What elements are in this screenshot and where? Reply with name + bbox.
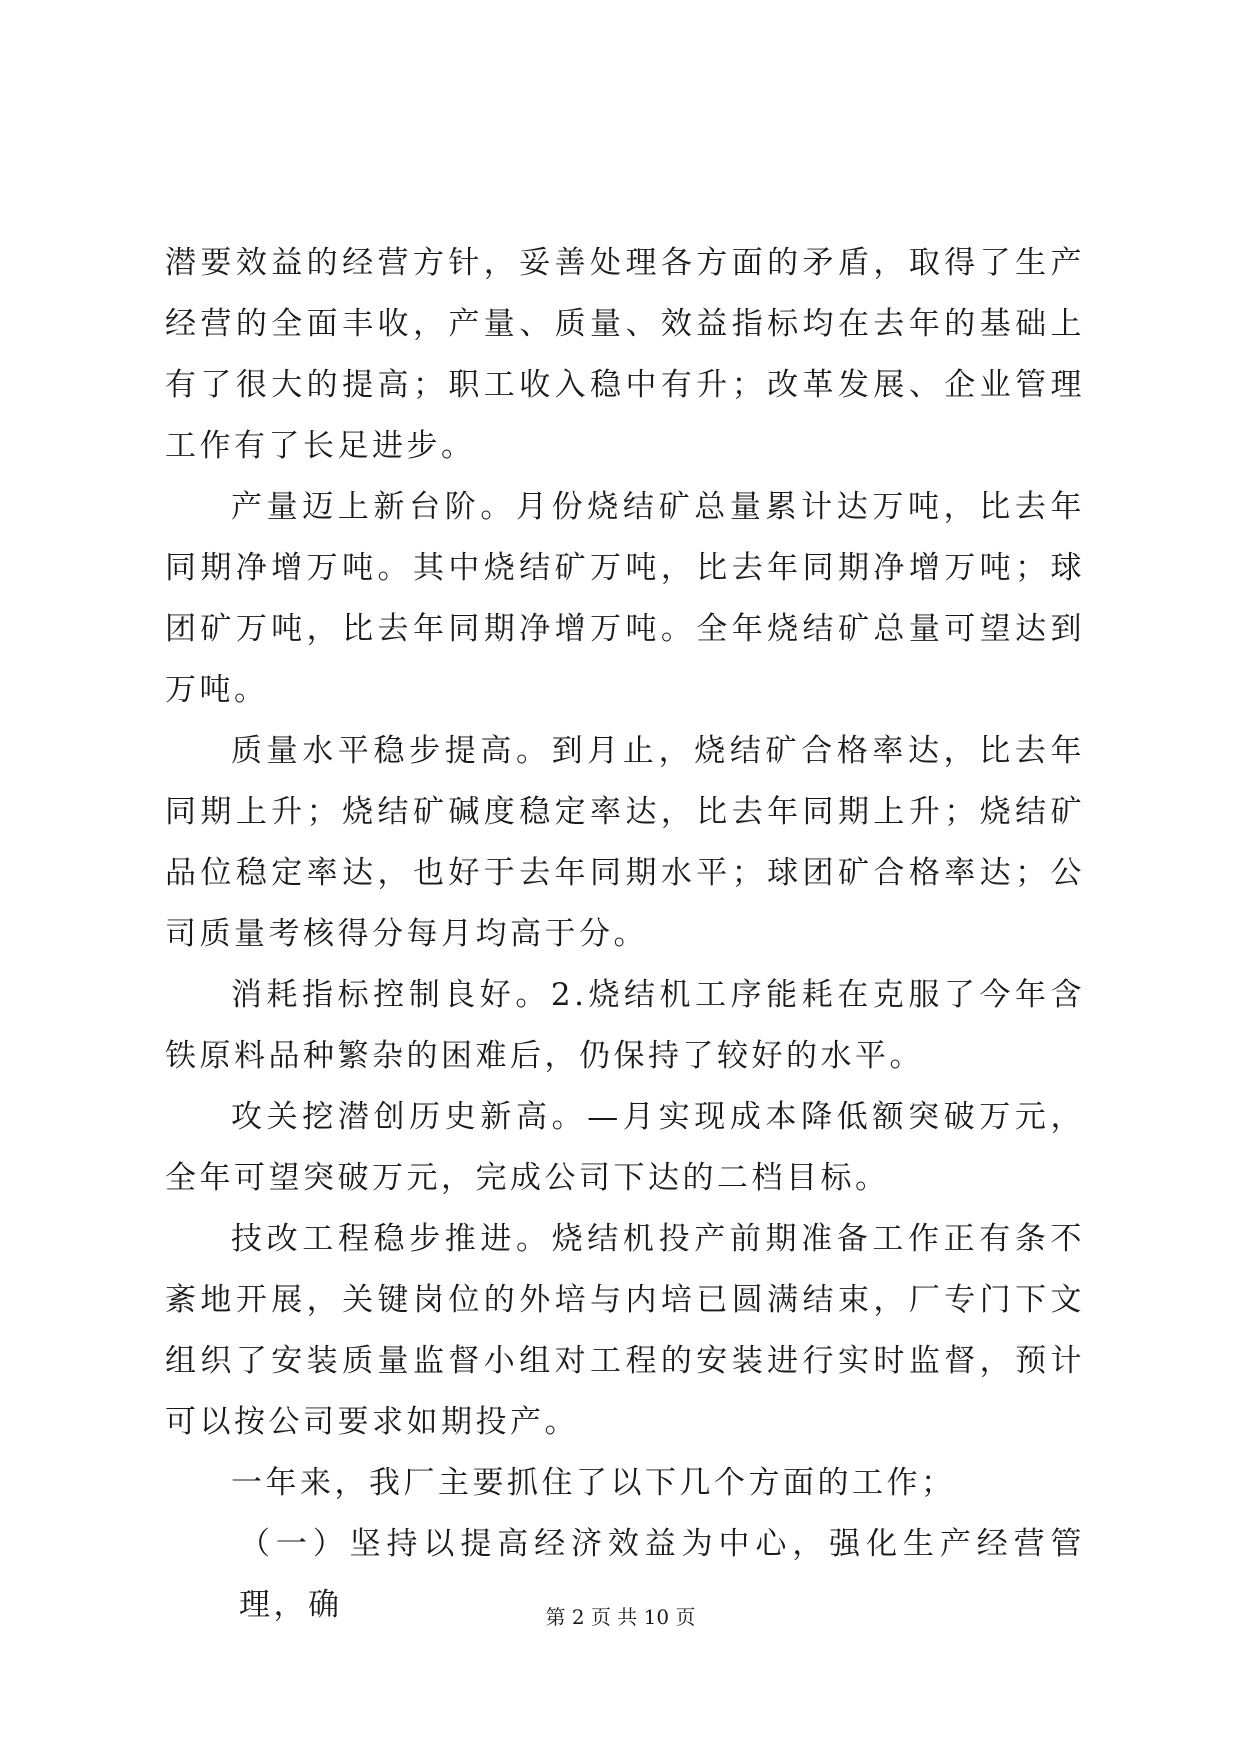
paragraph-work-summary: 一年来，我厂主要抓住了以下几个方面的工作； [231,1465,956,1501]
page-number-footer: 第 2 页 共 10 页 [545,1605,696,1629]
paragraph-list-item-1: （一）坚持以提高经济效益为中心，强化生产经营管理，确 [239,1526,1085,1623]
paragraph-quality: 质量水平稳步提高。到月止，烧结矿合格率达，比去年同期上升；烧结矿碱度稳定率达，比去年同期上升；烧结矿品位稳定率达，也好于去年同期水平；球团矿合格率达；公司质量考核得分每月均高于分。 [165,733,1085,952]
paragraph-cost-reduction: 攻关挖潜创历史新高。—月实现成本降低额突破万元，全年可望突破万元，完成公司下达的二档目标。 [165,1099,1085,1196]
paragraph-output: 产量迈上新台阶。月份烧结矿总量累计达万吨，比去年同期净增万吨。其中烧结矿万吨，比去年同期净增万吨；球团矿万吨，比去年同期净增万吨。全年烧结矿总量可望达到万吨。 [165,489,1085,708]
paragraph-tech-upgrade: 技改工程稳步推进。烧结机投产前期准备工作正有条不紊地开展，关键岗位的外培与内培已圆满结束，厂专门下文组织了安装质量监督小组对工程的安装进行实时监督，预计可以按公司要求如期投产。 [165,1221,1085,1440]
paragraph-consumption: 消耗指标控制良好。2.烧结机工序能耗在克服了今年含铁原料品种繁杂的困难后，仍保持了较好的水平。 [165,977,1085,1074]
paragraph-continuation: 潜要效益的经营方针，妥善处理各方面的矛盾，取得了生产经营的全面丰收，产量、质量、效益指标均在去年的基础上有了很大的提高；职工收入稳中有升；改革发展、企业管理工作有了长足进步。 [165,245,1085,464]
document-body [165,233,1085,1636]
